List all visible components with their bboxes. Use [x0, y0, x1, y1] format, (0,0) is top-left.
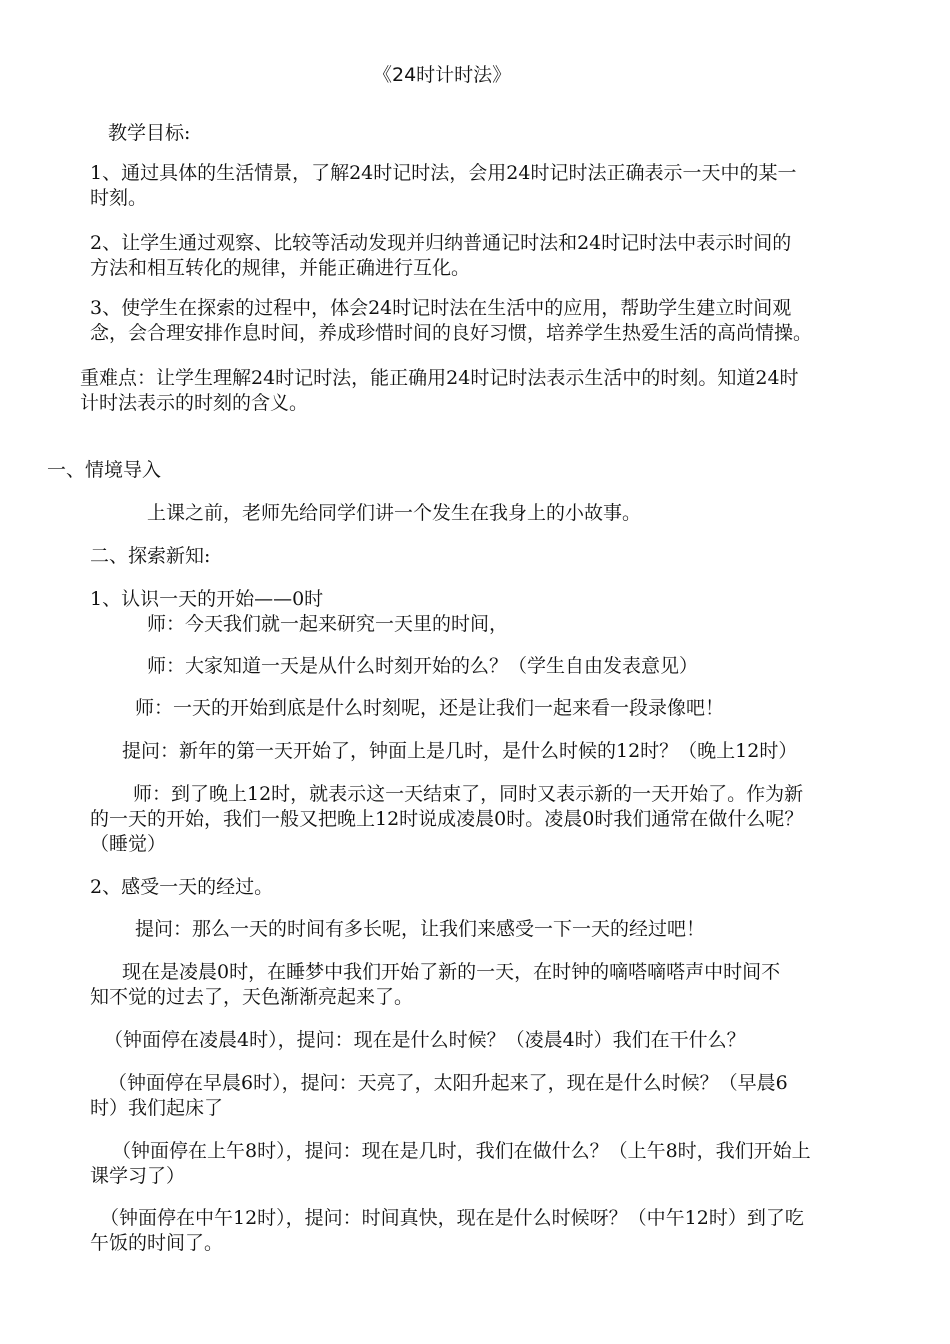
sub1-line4: 提问：新年的第一天开始了，钟面上是几时，是什么时候的12时？（晚上12时） — [122, 740, 798, 762]
goal1-line1: 1、通过具体的生活情景，了解24时记时法，会用24时记时法正确表示一天中的某一 — [90, 162, 797, 184]
sub1-line1: 师：今天我们就一起来研究一天里的时间， — [147, 613, 509, 635]
sub2-line2b: 知不觉的过去了，天色渐渐亮起来了。 — [90, 986, 414, 1008]
sub1-line2: 师：大家知道一天是从什么时刻开始的么？（学生自由发表意见） — [147, 655, 699, 677]
key-points-line1: 重难点：让学生理解24时记时法，能正确用24时记时法表示生活中的时刻。知道24时 — [80, 367, 799, 389]
sub1-line5c: （睡觉） — [90, 833, 167, 855]
goal2-line1: 2、让学生通过观察、比较等活动发现并归纳普通记时法和24时记时法中表示时间的 — [90, 232, 792, 254]
section1-heading: 一、情境导入 — [47, 459, 162, 481]
sub2-heading: 2、感受一天的经过。 — [90, 876, 274, 898]
sub2-line5b: 课学习了） — [90, 1165, 186, 1187]
sub2-line6b: 午饭的时间了。 — [90, 1232, 224, 1254]
goal3-line1: 3、使学生在探索的过程中，体会24时记时法在生活中的应用，帮助学生建立时间观 — [90, 297, 792, 319]
doc-title: 《24时计时法》 — [373, 64, 512, 86]
sub1-line5b: 的一天的开始，我们一般又把晚上12时说成凌晨0时。凌晨0时我们通常在做什么呢？ — [90, 808, 804, 830]
goal3-line2: 念，会合理安排作息时间，养成珍惜时间的良好习惯，培养学生热爱生活的高尚情操。 — [90, 322, 813, 344]
sub2-line4a: （钟面停在早晨6时），提问：天亮了，太阳升起来了，现在是什么时候？（早晨6 — [108, 1072, 788, 1094]
sub2-line2a: 现在是凌晨0时，在睡梦中我们开始了新的一天，在时钟的嘀嗒嘀嗒声中时间不 — [122, 961, 781, 983]
sub2-line6a: （钟面停在中午12时），提问：时间真快，现在是什么时候呀？（中午12时）到了吃 — [100, 1207, 804, 1229]
sub2-line1: 提问：那么一天的时间有多长呢，让我们来感受一下一天的经过吧！ — [135, 918, 706, 940]
sub1-line3: 师：一天的开始到底是什么时刻呢，还是让我们一起来看一段录像吧！ — [135, 697, 725, 719]
sub1-line5a: 师：到了晚上12时，就表示这一天结束了，同时又表示新的一天开始了。作为新 — [133, 783, 804, 805]
key-points-line2: 计时法表示的时刻的含义。 — [80, 392, 309, 414]
section1-paragraph: 上课之前，老师先给同学们讲一个发生在我身上的小故事。 — [147, 502, 642, 524]
goal1-line2: 时刻。 — [90, 187, 148, 209]
goals-heading: 教学目标: — [108, 122, 191, 144]
sub2-line4b: 时）我们起床了 — [90, 1097, 224, 1119]
sub2-line3: （钟面停在凌晨4时），提问：现在是什么时候？（凌晨4时）我们在干什么？ — [104, 1029, 746, 1051]
section2-heading: 二、探索新知: — [90, 545, 211, 567]
sub2-line5a: （钟面停在上午8时），提问：现在是几时，我们在做什么？（上午8时，我们开始上 — [112, 1140, 811, 1162]
sub1-heading: 1、认识一天的开始——0时 — [90, 588, 324, 610]
goal2-line2: 方法和相互转化的规律，并能正确进行互化。 — [90, 257, 471, 279]
